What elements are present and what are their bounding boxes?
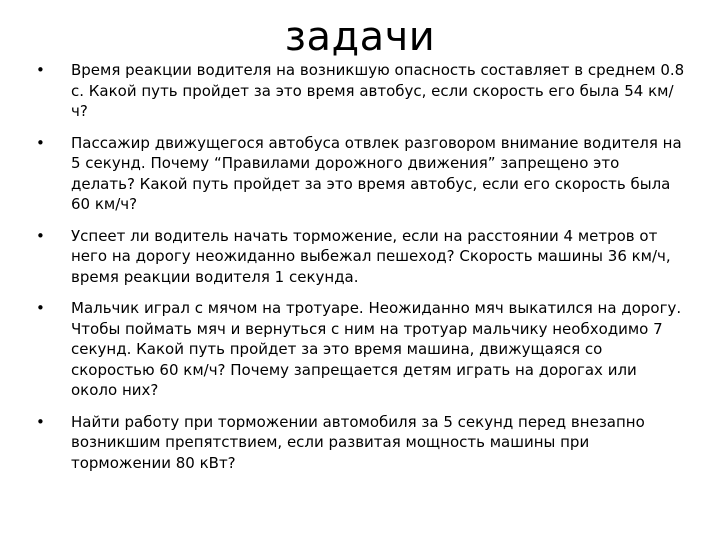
slide-title: задачи	[284, 14, 436, 60]
task-text: Время реакции водителя на возникшую опасность составляет в среднем 0.8 с. Какой путь пройдет за это время автобус, если скорость его была 54 км/ч?	[71, 61, 685, 120]
list-item	[36, 412, 686, 474]
task-list	[36, 60, 686, 484]
task-text: Успеет ли водитель начать торможение, если на расстоянии 4 метров от него на дорогу неожиданно выбежал пешеход? Скорость машины 36 км/ч, время реакции водителя 1 секунда.	[71, 226, 671, 286]
bullet-icon: •	[36, 133, 45, 152]
task-text: Пассажир движущегося автобуса отвлек разговором внимание водителя на 5 секунд. Почему “Правилами дорожного движения” запрещено это делать? Какой путь пройдет за это время автобус, если его скорость была 60 км/ч?	[71, 133, 682, 213]
list-item	[36, 133, 686, 215]
task-text: Найти работу при торможении автомобиля за 5 секунд перед внезапно возникшим препятствием, если развитая мощность машины при торможении 80 кВт?	[71, 412, 645, 472]
bullet-icon: •	[36, 61, 45, 79]
list-item	[36, 226, 686, 288]
list-item	[36, 60, 686, 122]
bullet-icon: •	[36, 299, 45, 317]
bullet-icon: •	[36, 412, 45, 431]
list-item	[36, 298, 686, 401]
bullet-icon: •	[36, 226, 45, 245]
task-text: Мальчик играл с мячом на тротуаре. Неожиданно мяч выкатился на дорогу. Чтобы поймать мяч и вернуться с ним на тротуар мальчику необходимо 7 секунд. Какой путь пройдет за это время машина, движущаяся со скоростью 60 км/ч? Почему запрещается детям играть на дорогах или около них?	[71, 299, 682, 399]
